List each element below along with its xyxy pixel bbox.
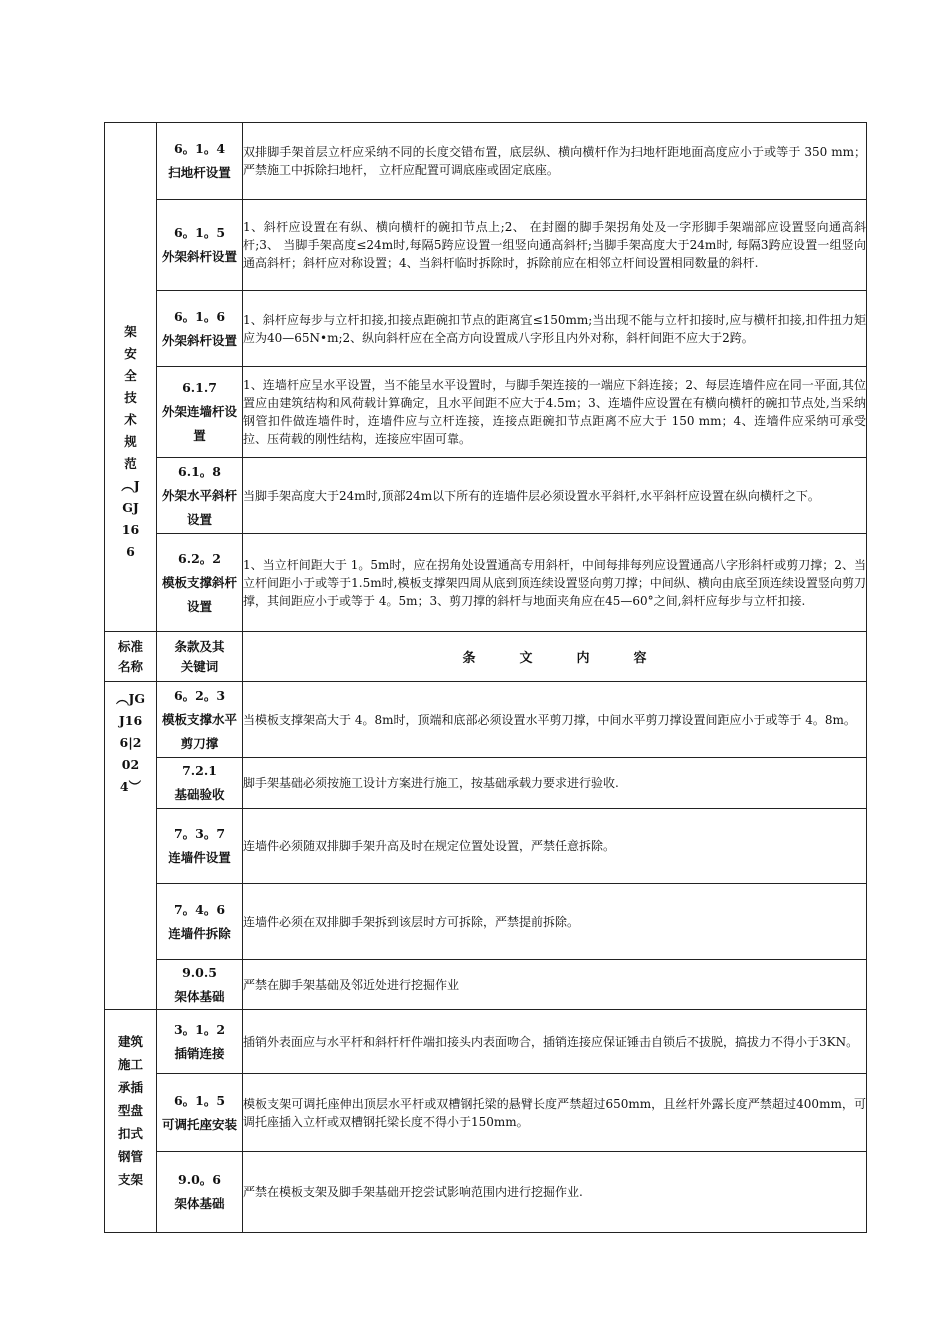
table-row [105,758,867,809]
clause-keyword: 插销连接 [174,1045,225,1061]
clause-text: 插销外表面应与水平杆和斜杆杆件端扣接头内表面吻合，插销连接应保证锤击自锁后不拔脱，搞拔力不得小于3KN。 [243,1010,867,1074]
standard-name: 架安全技术规范︵JGJ166 [121,324,140,559]
clause-cell [157,809,243,884]
table-row [105,1010,867,1074]
standard-name: 建筑施工承插型盘扣式钢管支架 [117,1034,143,1187]
clause-cell [157,367,243,458]
clause-keyword: 外架斜杆设置 [161,332,237,348]
clause-cell [157,884,243,960]
clause-cell [157,682,243,758]
clause-keyword: 外架连墙杆设置 [161,404,237,443]
clause-id: 7。4。6 [173,901,226,917]
clause-keyword: 架体基础 [174,988,225,1004]
header-clause: 条款及其关键词 [157,632,243,682]
table-row [105,682,867,758]
clause-text: 当脚手架高度大于24m时,顶部24m以下所有的连墙件层必须设置水平斜杆,水平斜杆应设置在纵向横杆之下。 [243,458,867,534]
clause-keyword: 外架水平斜杆设置 [161,487,237,527]
standard-name-cell [105,682,157,1010]
clause-text: 1、斜杆应每步与立杆扣接,扣接点距碗扣节点的距离宜≤150mm;当出现不能与立杆扣接时,应与横杆扣接,扣件扭力矩应为40—65N•m;2、纵向斜杆应在全高方向设置成八字形且内外对称，斜杆间距不应大于2跨。 [243,291,867,367]
table-row [105,291,867,367]
table-row [105,1152,867,1233]
clause-cell [157,200,243,291]
clause-text: 当模板支撑架高大于 4。8m时，顶端和底部必须设置水平剪刀撑，中间水平剪刀撑设置间距应小于或等于 4。8m。 [243,682,867,758]
clause-text: 严禁在模板支架及脚手架基础开挖尝试影响范围内进行挖掘作业. [243,1152,867,1233]
clause-text: 脚手架基础必须按施工设计方案进行施工，按基础承载力要求进行验收. [243,758,867,809]
standard-name-cell [105,1010,157,1233]
clause-id: 9.0。6 [178,1172,221,1187]
clause-text: 模板支架可调托座伸出顶层水平杆或双槽钢托梁的悬臂长度严禁超过650mm，且丝杆外露长度严禁超过400mm，可调托座插入立杆或双槽钢托梁长度不得小于150mm。 [243,1074,867,1152]
clause-text: 1、斜杆应设置在有纵、横向横杆的碗扣节点上;2、 在封圈的脚手架拐角处及一字形脚手架端部应设置竖向通高斜杆;3、 当脚手架高度≤24m时,每隔5跨应设置一组竖向通高斜杆;当脚手架高度大于24m时, 每隔3跨应设置一组竖向通高斜杆；斜杆应对称设置；4、当斜杆临时拆除时，拆除前应在相邻立杆间设置相同数量的斜杆. [243,200,867,291]
clause-id: 6.2。2 [178,550,221,566]
header-standard-name: 标准名称 [105,632,157,682]
clause-keyword: 模板支撑斜杆设置 [161,574,237,614]
clause-cell [157,1074,243,1152]
clause-keyword: 扫地杆设置 [168,165,231,180]
clause-id: 3。1。2 [173,1021,226,1037]
clause-cell [157,123,243,200]
clause-id: 6.1。8 [178,463,221,479]
clause-keyword: 模板支撑水平剪刀撑 [161,711,237,751]
clause-text: 双排脚手架首层立杆应采纳不同的长度交错布置，底层纵、横向横杆作为扫地杆距地面高度应小于或等于 350 mm；严禁施工中拆除扫地杆， 立杆应配置可调底座或固定底座。 [243,123,867,200]
clause-id: 7.2.1 [182,763,217,778]
table-row [105,534,867,632]
clause-cell [157,534,243,632]
header-content: 条 文 内 容 [243,632,867,682]
clause-keyword: 连墙件拆除 [168,925,231,941]
clause-keyword: 基础验收 [174,787,225,802]
table-row [105,809,867,884]
clause-text: 连墙件必须随双排脚手架升高及时在规定位置处设置，严禁任意拆除。 [243,809,867,884]
clause-text: 严禁在脚手架基础及邻近处进行挖掘作业 [243,960,867,1010]
clause-id: 6。1。4 [173,141,226,156]
clause-keyword: 可调托座安装 [161,1116,237,1132]
table-row [105,367,867,458]
clause-cell [157,960,243,1010]
table-row [105,884,867,960]
clause-cell [157,758,243,809]
table-row [105,1074,867,1152]
clause-id: 7。3。7 [173,826,226,841]
standard-name-cell [105,123,157,632]
clause-id: 9.0.5 [182,964,217,980]
clause-text: 1、连墙杆应呈水平设置，当不能呈水平设置时，与脚手架连接的一端应下斜连接；2、每层连墙件应在同一平面,其位置应由建筑结构和风荷载计算确定，且水平间距不应大于4.5m；3、连墙件应设置在有横向横杆的碗扣节点处,当采纳钢管扣件做连墙件时，连墙件应与立杆连接，连接点距碗扣节点距离不应大于 150 mm；4、连墙件应采纳可承受拉、压荷载的刚性结构，连接应牢固可靠。 [243,367,867,458]
table-row [105,458,867,534]
spec-table [104,122,867,1233]
clause-id: 6。1。5 [173,1092,226,1108]
clause-keyword: 连墙件设置 [168,850,231,865]
clause-cell [157,291,243,367]
standard-name: ︵JGJ166|2024︶ [115,691,146,794]
table-row [105,123,867,200]
table-header-row [105,632,867,682]
clause-keyword: 外架斜杆设置 [161,249,237,264]
clause-id: 6.1.7 [182,380,217,395]
clause-cell [157,458,243,534]
clause-text: 连墙件必须在双排脚手架拆到该层时方可拆除，严禁提前拆除。 [243,884,867,960]
table-row [105,960,867,1010]
clause-id: 6。1。5 [173,225,226,240]
table-row [105,200,867,291]
clause-cell [157,1152,243,1233]
clause-cell [157,1010,243,1074]
clause-keyword: 架体基础 [174,1196,225,1211]
clause-text: 1、当立杆间距大于 1。5m时，应在拐角处设置通高专用斜杆，中间每排每列应设置通高八字形斜杆或剪刀撑；2、当立杆间距小于或等于1.5m时,模板支撑架四周从底到顶连续设置竖向剪刀撑；中间纵、横向由底至顶连续设置竖向剪刀撑，其间距应小于或等于 4。5m；3、剪刀撑的斜杆与地面夹角应在45—60°之间,斜杆应每步与立杆扣接. [243,534,867,632]
clause-id: 6。2。3 [173,687,226,703]
clause-id: 6。1。6 [173,308,226,324]
